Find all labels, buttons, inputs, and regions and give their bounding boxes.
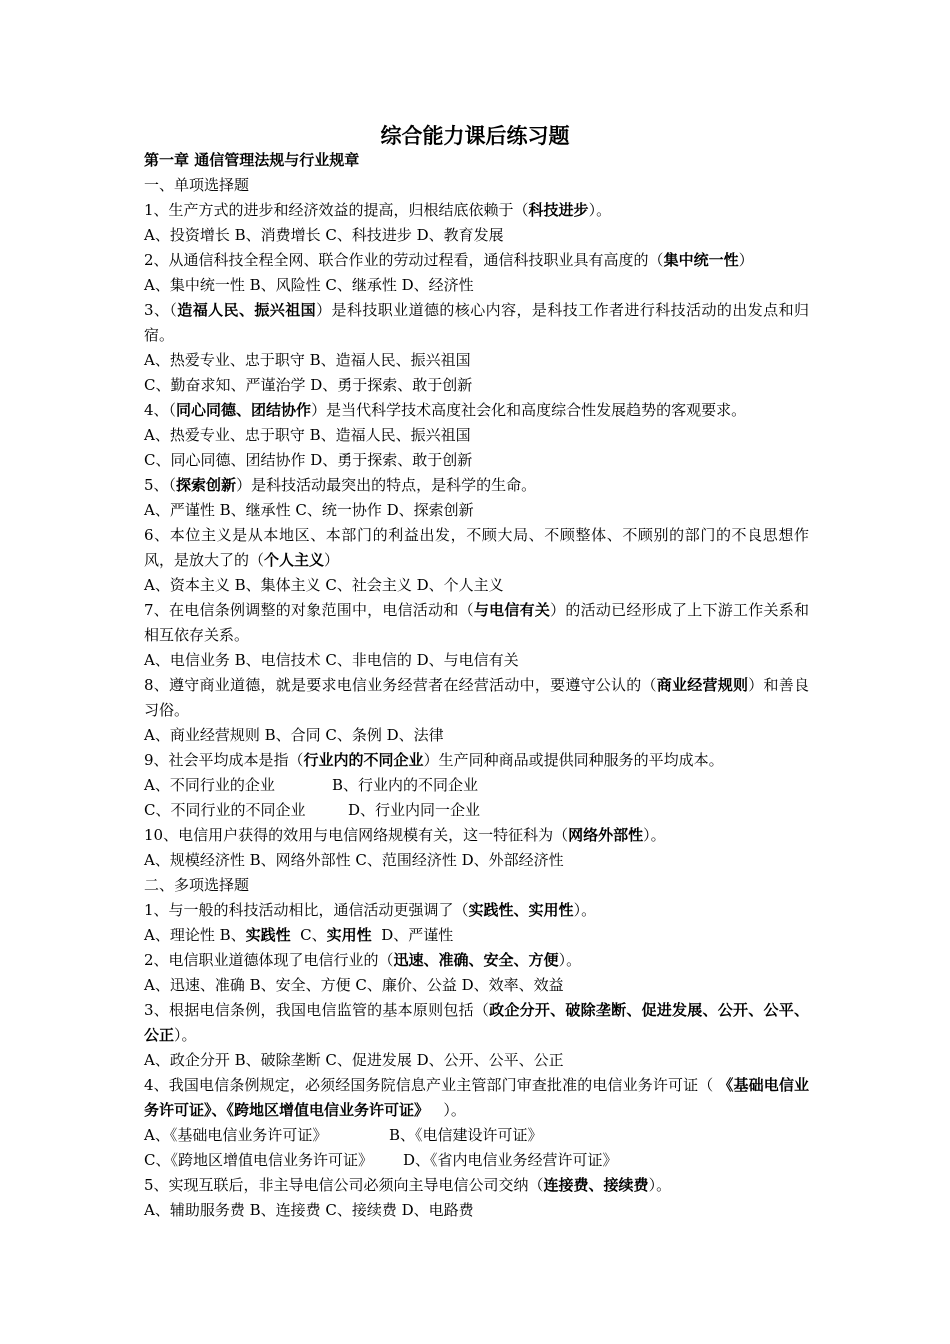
question-5: 5、（探索创新）是科技活动最突出的特点，是科学的生命。 xyxy=(144,476,537,494)
question-4: 4、（同心同德、团结协作）是当代科学技术高度社会化和高度综合性发展趋势的客观要求。 xyxy=(144,401,747,419)
answer: 迅速、准确、安全、方便 xyxy=(393,951,559,969)
answer: 网络外部性 xyxy=(568,826,644,844)
multi-question-3: 3、根据电信条例，我国电信监管的基本原则包括（政企分开、破除垄断、促进发展、公开、公平、公正）。 xyxy=(144,1001,809,1044)
answer: 探索创新 xyxy=(176,476,237,494)
options-9-cd: C、不同行业的不同企业 D、行业内同一企业 xyxy=(144,801,481,819)
answer: 商业经营规则 xyxy=(656,676,749,694)
options-3-ab: A、热爱专业、忠于职守 B、造福人民、振兴祖国 xyxy=(144,351,471,369)
options-9-ab: A、不同行业的企业 B、行业内的不同企业 xyxy=(144,776,479,794)
multi-options-3: A、政企分开 B、破除垄断 C、促进发展 D、公开、公平、公正 xyxy=(144,1051,564,1069)
answer: 集中统一性 xyxy=(663,251,739,269)
options-5: A、严谨性 B、继承性 C、统一协作 D、探索创新 xyxy=(144,501,474,519)
answer: 个人主义 xyxy=(264,551,325,569)
question-6: 6、本位主义是从本地区、本部门的利益出发，不顾大局、不顾整体、不顾别的部门的不良思想作风，是放大了的（个人主义） xyxy=(144,526,809,569)
multi-question-4: 4、我国电信条例规定，必须经国务院信息产业主管部门审查批准的电信业务许可证（ 《基础电信业务许可证》、《跨地区增值电信业务许可证》 ）。 xyxy=(144,1076,809,1119)
answer: 同心同德、团结协作 xyxy=(176,401,312,419)
answer: 行业内的不同企业 xyxy=(303,751,424,769)
multi-options-2: A、迅速、准确 B、安全、方便 C、廉价、公益 D、效率、效益 xyxy=(144,976,564,994)
options-2: A、集中统一性 B、风险性 C、继承性 D、经济性 xyxy=(144,276,474,294)
multi-options-5: A、辅助服务费 B、连接费 C、接续费 D、电路费 xyxy=(144,1201,474,1219)
answer: 科技进步 xyxy=(528,201,589,219)
answer: 造福人民、振兴祖国 xyxy=(177,301,317,319)
multi-question-5: 5、实现互联后，非主导电信公司必须向主导电信公司交纳（连接费、接续费）。 xyxy=(144,1176,672,1194)
options-3-cd: C、勤奋求知、严谨治学 D、勇于探索、敢于创新 xyxy=(144,376,473,394)
multi-question-2: 2、电信职业道德体现了电信行业的（迅速、准确、安全、方便）。 xyxy=(144,951,582,969)
answer: 实践性、实用性 xyxy=(468,901,574,919)
multi-options-1: A、理论性 B、实践性 C、实用性 D、严谨性 xyxy=(144,926,454,944)
question-2: 2、从通信科技全程全网、联合作业的劳动过程看，通信科技职业具有高度的（集中统一性） xyxy=(144,251,754,269)
multi-options-4-cd: C、《跨地区增值电信业务许可证》 D、《省内电信业务经营许可证》 xyxy=(144,1151,618,1169)
options-10: A、规模经济性 B、网络外部性 C、范围经济性 D、外部经济性 xyxy=(144,851,564,869)
options-4-ab: A、热爱专业、忠于职守 B、造福人民、振兴祖国 xyxy=(144,426,471,444)
document-title: 综合能力课后练习题 xyxy=(380,124,570,148)
answer: 连接费、接续费 xyxy=(543,1176,649,1194)
question-10: 10、电信用户获得的效用与电信网络规模有关，这一特征科为（网络外部性）。 xyxy=(144,826,666,844)
options-6: A、资本主义 B、集体主义 C、社会主义 D、个人主义 xyxy=(144,576,504,594)
options-7: A、电信业务 B、电信技术 C、非电信的 D、与电信有关 xyxy=(144,651,519,669)
multi-question-1: 1、与一般的科技活动相比，通信活动更强调了（实践性、实用性）。 xyxy=(144,901,597,919)
answer: 政企分开、破除垄断、促进发展、公开、公平、公正 xyxy=(144,1001,809,1044)
options-8: A、商业经营规则 B、合同 C、条例 D、法律 xyxy=(144,726,444,744)
document-body xyxy=(144,148,809,1223)
question-7: 7、在电信条例调整的对象范围中，电信活动和（与电信有关）的活动已经形成了上下游工作关系和相互依存关系。 xyxy=(144,601,809,644)
options-4-cd: C、同心同德、团结协作 D、勇于探索、敢于创新 xyxy=(144,451,473,469)
answer: 《基础电信业务许可证》、《跨地区增值电信业务许可证》 xyxy=(144,1076,809,1119)
multi-options-4-ab: A、《基础电信业务许可证》 B、《电信建设许可证》 xyxy=(144,1126,543,1144)
answer: 与电信有关 xyxy=(473,601,551,619)
chapter-heading: 第一章 通信管理法规与行业规章 xyxy=(144,151,360,169)
question-8: 8、遵守商业道德，就是要求电信业务经营者在经营活动中，要遵守公认的（商业经营规则）和善良习俗。 xyxy=(144,676,809,719)
question-1: 1、生产方式的进步和经济效益的提高，归根结底依赖于（科技进步）。 xyxy=(144,201,612,219)
section-heading-single: 一、单项选择题 xyxy=(144,176,250,194)
question-9: 9、社会平均成本是指（行业内的不同企业）生产同种商品或提供同种服务的平均成本。 xyxy=(144,751,724,769)
question-3: 3、（造福人民、振兴祖国）是科技职业道德的核心内容，是科技工作者进行科技活动的出发点和归宿。 xyxy=(144,301,809,344)
options-1: A、投资增长 B、消费增长 C、科技进步 D、教育发展 xyxy=(144,226,504,244)
section-heading-multi: 二、多项选择题 xyxy=(144,876,250,894)
